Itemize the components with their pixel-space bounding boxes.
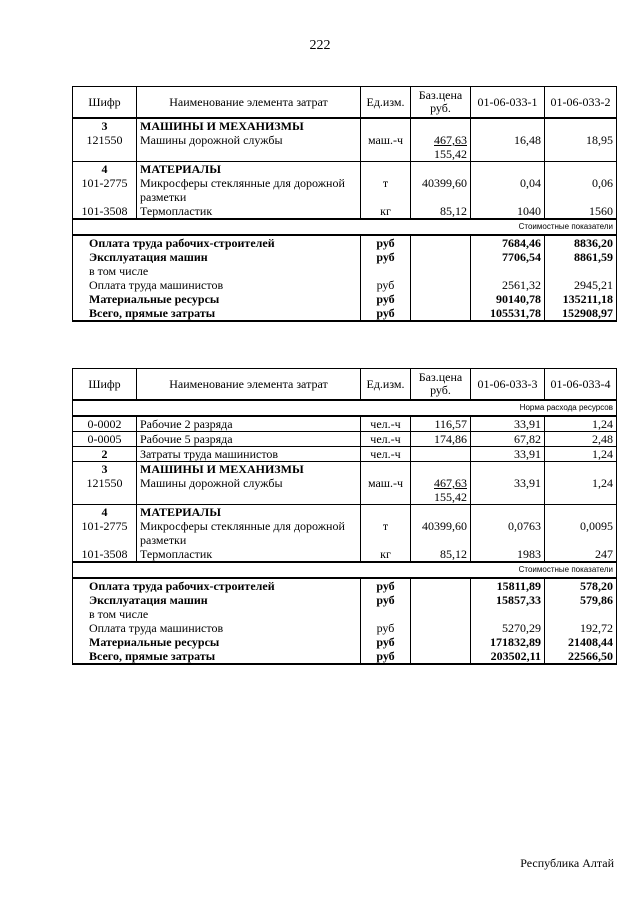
header-base-price: Баз.цена руб. xyxy=(411,87,471,119)
header-unit: Ед.изм. xyxy=(361,87,411,119)
summary-value-1: 15857,33 xyxy=(471,593,545,607)
row-value-1: 67,82 xyxy=(471,432,545,447)
row-value-2: 1,24 xyxy=(545,447,617,462)
row-unit: чел.-ч xyxy=(361,447,411,462)
row-code: 101-2775 xyxy=(73,519,137,547)
summary-value-2: 21408,44 xyxy=(545,635,617,649)
row-unit: т xyxy=(361,176,411,204)
price-labor: 155,42 xyxy=(434,147,467,161)
header-base-price: Баз.цена руб. xyxy=(411,369,471,401)
row-name: Микросферы стеклянные для дорожной разметки xyxy=(137,176,361,204)
row-value-2: 2,48 xyxy=(545,432,617,447)
row-value-1: 1983 xyxy=(471,547,545,562)
row-value-1: 16,48 xyxy=(471,133,545,162)
row-unit: т xyxy=(361,519,411,547)
header-col-1: 01-06-033-3 xyxy=(471,369,545,401)
section-code: 3 xyxy=(73,118,137,133)
summary-name: Оплата труда рабочих-строителей xyxy=(73,578,361,593)
section-title: МАТЕРИАЛЫ xyxy=(137,505,361,520)
section-code: 4 xyxy=(73,162,137,177)
summary-value-2: 192,72 xyxy=(545,621,617,635)
row-base-price: 40399,60 xyxy=(411,519,471,547)
row-name: Машины дорожной службы xyxy=(137,476,361,505)
summary-value-1: 2561,32 xyxy=(471,278,545,292)
row-value-1: 33,91 xyxy=(471,447,545,462)
row-code: 121550 xyxy=(73,133,137,162)
cost-table-2 xyxy=(72,368,617,665)
row-unit: маш.-ч xyxy=(361,476,411,505)
summary-value-1: 5270,29 xyxy=(471,621,545,635)
price-main: 467,63 xyxy=(434,133,467,147)
summary-name: Всего, прямые затраты xyxy=(73,649,361,664)
row-value-2: 0,0095 xyxy=(545,519,617,547)
row-unit: кг xyxy=(361,204,411,219)
section-row-machines xyxy=(73,118,617,133)
summary-row xyxy=(73,593,617,607)
summary-name: Всего, прямые затраты xyxy=(73,306,361,321)
table-header-row xyxy=(73,87,617,119)
row-unit: маш.-ч xyxy=(361,133,411,162)
table-row xyxy=(73,447,617,462)
summary-value-2: 2945,21 xyxy=(545,278,617,292)
cost-indicators-label: Стоимостные показатели xyxy=(73,562,617,578)
section-code: 4 xyxy=(73,505,137,520)
summary-unit: руб xyxy=(361,593,411,607)
row-base-price: 40399,60 xyxy=(411,176,471,204)
summary-unit: руб xyxy=(361,578,411,593)
row-base-price xyxy=(411,133,471,162)
section-title: МАШИНЫ И МЕХАНИЗМЫ xyxy=(137,118,361,133)
section-row-materials xyxy=(73,505,617,520)
section-row-machines xyxy=(73,462,617,477)
summary-name: в том числе xyxy=(73,607,361,621)
table-row xyxy=(73,176,617,204)
summary-name: Оплата труда рабочих-строителей xyxy=(73,235,361,250)
summary-unit: руб xyxy=(361,635,411,649)
summary-row-total xyxy=(73,649,617,664)
row-value-1: 33,91 xyxy=(471,416,545,432)
row-unit: кг xyxy=(361,547,411,562)
row-base-price xyxy=(411,476,471,505)
table-row xyxy=(73,547,617,562)
summary-row-total xyxy=(73,306,617,321)
summary-value-2: 152908,97 xyxy=(545,306,617,321)
footer-region: Республика Алтай xyxy=(520,856,614,870)
header-col-2: 01-06-033-4 xyxy=(545,369,617,401)
summary-row xyxy=(73,635,617,649)
row-unit: чел.-ч xyxy=(361,416,411,432)
summary-row xyxy=(73,621,617,635)
cost-table-1 xyxy=(72,86,617,322)
row-name: Термопластик xyxy=(137,204,361,219)
row-name: Термопластик xyxy=(137,547,361,562)
table-row xyxy=(73,204,617,219)
summary-unit: руб xyxy=(361,278,411,292)
section-code: 3 xyxy=(73,462,137,477)
row-value-2: 1,24 xyxy=(545,416,617,432)
page-number: 222 xyxy=(309,38,331,53)
table-row xyxy=(73,416,617,432)
header-code: Шифр xyxy=(73,369,137,401)
row-code: 101-3508 xyxy=(73,204,137,219)
section-title: МАТЕРИАЛЫ xyxy=(137,162,361,177)
row-value-2: 1560 xyxy=(545,204,617,219)
summary-name: Эксплуатация машин xyxy=(73,593,361,607)
section-title: МАШИНЫ И МЕХАНИЗМЫ xyxy=(137,462,361,477)
summary-value-2: 8861,59 xyxy=(545,250,617,264)
summary-value-2: 579,86 xyxy=(545,593,617,607)
row-name: Микросферы стеклянные для дорожной разметки xyxy=(137,519,361,547)
summary-value-1: 203502,11 xyxy=(471,649,545,664)
summary-row xyxy=(73,235,617,250)
row-value-1: 0,04 xyxy=(471,176,545,204)
summary-unit: руб xyxy=(361,250,411,264)
table-row xyxy=(73,432,617,447)
cost-indicators-label: Стоимостные показатели xyxy=(73,219,617,235)
section-row-materials xyxy=(73,162,617,177)
row-value-2: 1,24 xyxy=(545,476,617,505)
summary-value-2: 135211,18 xyxy=(545,292,617,306)
row-code: 2 xyxy=(73,447,137,462)
norm-label-row xyxy=(73,400,617,416)
summary-row xyxy=(73,607,617,621)
row-name: Затраты труда машинистов xyxy=(137,447,361,462)
summary-value-1: 171832,89 xyxy=(471,635,545,649)
summary-value-1: 7706,54 xyxy=(471,250,545,264)
summary-name: Материальные ресурсы xyxy=(73,292,361,306)
summary-value-1: 105531,78 xyxy=(471,306,545,321)
summary-value-2: 8836,20 xyxy=(545,235,617,250)
summary-row xyxy=(73,264,617,278)
row-unit: чел.-ч xyxy=(361,432,411,447)
cost-label-row xyxy=(73,219,617,235)
header-unit: Ед.изм. xyxy=(361,369,411,401)
header-name: Наименование элемента затрат xyxy=(137,87,361,119)
row-code: 0-0005 xyxy=(73,432,137,447)
price-labor: 155,42 xyxy=(434,490,467,504)
row-code: 0-0002 xyxy=(73,416,137,432)
row-value-1: 33,91 xyxy=(471,476,545,505)
summary-row xyxy=(73,578,617,593)
summary-unit: руб xyxy=(361,306,411,321)
summary-row xyxy=(73,250,617,264)
summary-value-1: 15811,89 xyxy=(471,578,545,593)
cost-label-row xyxy=(73,562,617,578)
summary-name: Эксплуатация машин xyxy=(73,250,361,264)
row-base-price: 85,12 xyxy=(411,547,471,562)
summary-unit: руб xyxy=(361,621,411,635)
summary-unit: руб xyxy=(361,292,411,306)
row-name: Машины дорожной службы xyxy=(137,133,361,162)
summary-name: Материальные ресурсы xyxy=(73,635,361,649)
row-value-2: 0,06 xyxy=(545,176,617,204)
summary-row xyxy=(73,278,617,292)
table-row xyxy=(73,519,617,547)
row-code: 101-3508 xyxy=(73,547,137,562)
row-value-1: 0,0763 xyxy=(471,519,545,547)
row-name: Рабочие 5 разряда xyxy=(137,432,361,447)
header-col-2: 01-06-033-2 xyxy=(545,87,617,119)
table-row xyxy=(73,476,617,505)
summary-value-1: 7684,46 xyxy=(471,235,545,250)
summary-unit: руб xyxy=(361,235,411,250)
row-name: Рабочие 2 разряда xyxy=(137,416,361,432)
row-base-price: 116,57 xyxy=(411,416,471,432)
summary-name: Оплата труда машинистов xyxy=(73,278,361,292)
summary-name: в том числе xyxy=(73,264,361,278)
row-value-2: 18,95 xyxy=(545,133,617,162)
price-main: 467,63 xyxy=(434,476,467,490)
row-value-2: 247 xyxy=(545,547,617,562)
header-col-1: 01-06-033-1 xyxy=(471,87,545,119)
row-code: 101-2775 xyxy=(73,176,137,204)
row-value-1: 1040 xyxy=(471,204,545,219)
summary-name: Оплата труда машинистов xyxy=(73,621,361,635)
summary-value-2: 22566,50 xyxy=(545,649,617,664)
summary-value-1: 90140,78 xyxy=(471,292,545,306)
resource-norm-label: Норма расхода ресурсов xyxy=(73,400,617,416)
header-name: Наименование элемента затрат xyxy=(137,369,361,401)
summary-row xyxy=(73,292,617,306)
header-code: Шифр xyxy=(73,87,137,119)
row-base-price: 85,12 xyxy=(411,204,471,219)
row-base-price: 174,86 xyxy=(411,432,471,447)
table-header-row xyxy=(73,369,617,401)
summary-unit: руб xyxy=(361,649,411,664)
summary-value-2: 578,20 xyxy=(545,578,617,593)
table-row xyxy=(73,133,617,162)
row-code: 121550 xyxy=(73,476,137,505)
